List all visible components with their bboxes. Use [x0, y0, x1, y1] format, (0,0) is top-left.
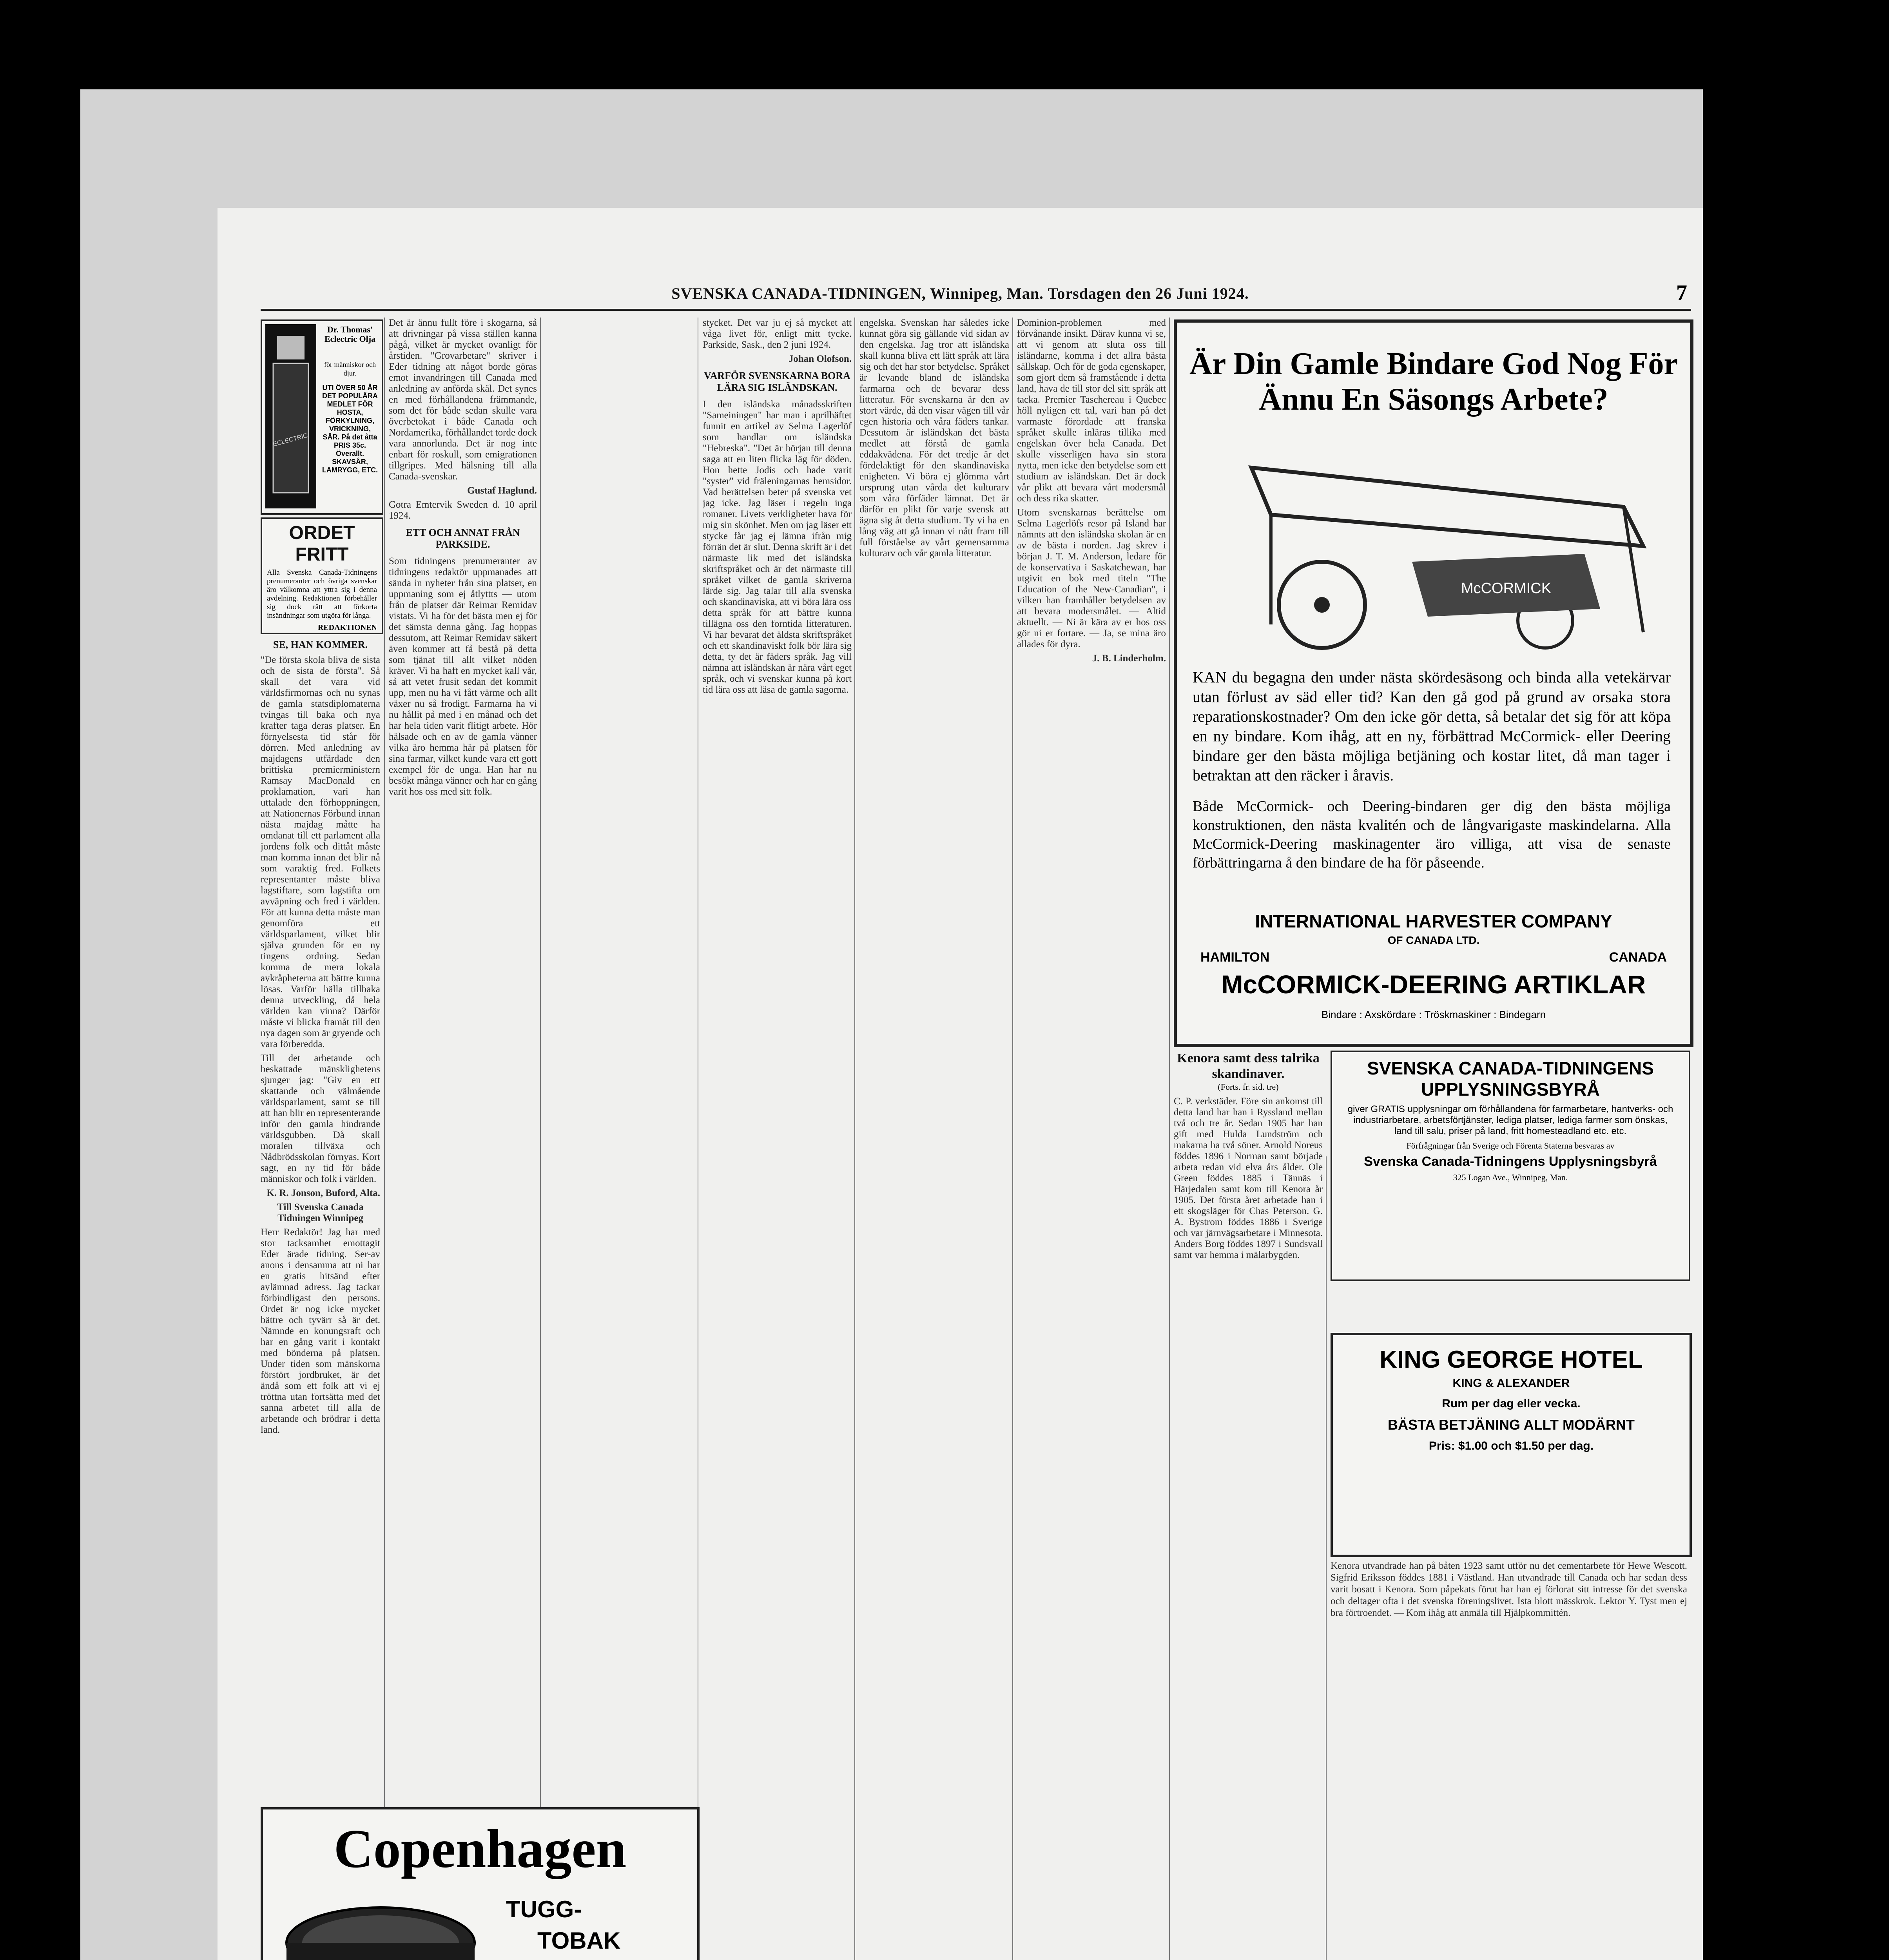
masthead: SVENSKA CANADA-TIDNINGEN, Winnipeg, Man. Torsdagen den 26 Juni 1924.	[671, 285, 1249, 302]
article-headline: VARFÖR SVENSKARNA BORA LÄRA SIG ISLÄNDSKAN.	[704, 370, 850, 393]
mccormick-body-2: Både McCormick- och Deering-bindaren ger dig den bästa möjliga konstruktionen, den nästa kvalitén och de långvarigaste maskindelarna. Alla McCormick-Deering maskinagenter äro villiga, att visa de senaste förbättringarna å den bindare de ha för påseende.	[1193, 798, 1671, 871]
ordet-fritt-signature: REDAKTIONEN	[317, 623, 377, 632]
snuff-tin-icon	[279, 1896, 482, 1960]
article-text: Kenora utvandrade han på båten 1923 samt utför nu det cementarbete för Hewe Wescott. Sigfrid Eriksson föddes 1881 i Västland. Han utvandrade till Canada och har sedan dess varit bosatt i Kenora. Som påpekats förut har han ej förlorat sitt intresse för det svenska och deltager ofta i det svenska föreningslivet. Ista blott mässkrok. Lektor Y. Tyst men ej bra förtroendet. — Kom ihåg att anmäla till Hjälpkommittén.	[1331, 1561, 1687, 1618]
article-signature: Gustaf Haglund.	[467, 485, 537, 496]
kenora-headline: Kenora samt dess talrika skandinaver.	[1177, 1051, 1320, 1081]
article-text: Utom svenskarnas berättelse om Selma Lagerlöfs resor på Island har nämnts att den isländska skolan är en av de bästa i norden. Jag skrev i början J. T. M. Anderson, ledare för de konservativa i Saskatchewan, har utgivit en bok med titeln "The Education of the New-Canadian", i vilken han framhåller betydelsen av att bevara modersmålet. — Altid aktuellt. — Ni är kära av er hos oss gör ni er fortare. — Ja, se mina äro allades för dyra.	[1017, 507, 1166, 650]
header-rule	[261, 309, 1691, 311]
page-number: 7	[1676, 281, 1687, 305]
city-right: CANADA	[1609, 950, 1667, 965]
tobak-label: TOBAK	[537, 1927, 621, 1954]
hotel-rates: Rum per dag eller vecka.	[1442, 1397, 1581, 1410]
upplysning-body: giver GRATIS upplysningar om förhållandena för farmarbetare, hantverks- och industriarbetare, arbetsförtjänster, lediga platser, lediga farmer som önskas, land till salu, priser på land, fritt homesteadland etc. etc.	[1347, 1104, 1673, 1136]
article-text: Herr Redaktör! Jag har med stor tacksamhet emottagit Eder ärade tidning. Ser-av anons i densamma att ni har en gratis hitsänd efter avlämnad adress. Jag tackar förbindligast den persons. Ordet är nog icke mycket bättre och tyvärr så är det. Nämnde en konungsraft och har en gång varit i kontakt med bönderna på platsen. Under tiden som mänskorna förstört jordbruket, är det ändå som ett folk att vi ej tröttna utan fortsätta med det sanna arbetet till alla de arbetande och brödrar i detta land.	[261, 1227, 380, 1435]
hotel-prices: Pris: $1.00 och $1.50 per dag.	[1429, 1439, 1594, 1452]
kenora-sub: (Forts. fr. sid. tre)	[1218, 1082, 1279, 1092]
column-divider	[1012, 318, 1013, 1960]
column-7	[1331, 1560, 1687, 1960]
company-name: INTERNATIONAL HARVESTER COMPANY	[1255, 911, 1612, 931]
ordet-fritt-box	[261, 517, 383, 634]
column-divider	[384, 318, 385, 1886]
column-divider	[540, 318, 541, 1886]
article-headline: ETT OCH ANNAT FRÅN PARKSIDE.	[406, 527, 520, 550]
binder-machine-icon	[1193, 436, 1671, 656]
column-6	[1174, 1051, 1323, 1960]
column-divider	[1169, 318, 1170, 1152]
oil-bottle-illustration	[265, 324, 316, 508]
article-text: Dominion-problemen med förvånande insikt. Därav kunna vi se, att vi genom att sluta oss till isländarne, komma i det allra bästa sällskap. Och för de goda egenskaper, som gjort dem så framstående i detta land, hava de till stor del sitt språk att tacka. Premier Taschereau i Quebec höll nyligen ett tal, vari han på det varmaste förordade att franska språket skulle inläras tillika med engelskan över hela Canada. Det skulle visserligen hava sin stora nytta, men icke den betydelse som ett studium av isländskan. Det är dock vår plikt att bevara vårt modersmål och dess rika skatter.	[1017, 318, 1166, 504]
article-text: stycket. Det var ju ej så mycket att våga livet för, enligt mitt tycke. Parkside, Sask., den 2 juni 1924.	[703, 318, 852, 350]
company-sub: OF CANADA LTD.	[1387, 934, 1480, 946]
upplysning-title: SVENSKA CANADA-TIDNINGENS UPPLYSNINGSBYRÅ	[1367, 1058, 1654, 1100]
column-4	[859, 318, 1009, 1960]
oil-tagline: för människor och djur.	[324, 361, 376, 377]
upplysning-ad	[1331, 1051, 1690, 1281]
hotel-title: KING GEORGE HOTEL	[1380, 1346, 1643, 1373]
column-divider	[1169, 1047, 1170, 1960]
ordet-fritt-title: ORDET FRITT	[289, 523, 355, 565]
upplysning-body2: Förfrågningar från Sverige och Förenta Staterna besvaras av	[1406, 1141, 1615, 1151]
oil-bottle-icon	[265, 324, 316, 508]
oil-brand: Dr. Thomas' Eclectric Olja	[324, 325, 376, 344]
column-2	[389, 318, 537, 1799]
article-signature: Johan Olofson.	[788, 354, 852, 364]
machine-label: McCORMICK	[1461, 580, 1552, 597]
column-1	[261, 639, 380, 1960]
article-text: Till det arbetande och beskattade mänsklighetens sjunger jag: "Giv en ett skattande och välmående världsparlament, samt se till att han blir en representerande inför den gamla hindrande världsgubben. Då skall moralen tillväxa och Nådbrödsskolan förnyas. Kort sagt, en ny tid för både människor och folk i världen.	[261, 1053, 380, 1184]
city-left: HAMILTON	[1200, 950, 1270, 965]
hotel-service: BÄSTA BETJÄNING ALLT MODÄRNT	[1388, 1417, 1635, 1433]
column-divider	[1326, 1156, 1327, 1960]
oil-body: UTI ÖVER 50 ÅR DET POPULÄRA MEDLET FÖR HOSTA, FÖRKYLNING, VRICKNING, SÅR. På det åtta PRIS 35c. Överallt. SKAVSÅR, LAMRYGG, ETC.	[322, 384, 378, 474]
article-signature: J. B. Linderholm.	[1092, 653, 1166, 664]
article-signature: K. R. Jonson, Buford, Alta.	[266, 1188, 380, 1198]
upplysning-address: 325 Logan Ave., Winnipeg, Man.	[1453, 1172, 1568, 1182]
mccormick-headline-2: Ännu En Säsongs Arbete?	[1259, 382, 1608, 417]
letter-heading: Till Svenska Canada Tidningen Winnipeg	[277, 1202, 364, 1223]
ordet-fritt-body: Alla Svenska Canada-Tidningens prenumeranter och övriga svenskar äro välkomna att yttra sig i denna avdelning. Redaktionen förbehåller sig dock rätt att förkorta insändningar som utgöra för långa.	[267, 568, 377, 620]
hotel-ad	[1331, 1333, 1692, 1557]
article-text: Det är ännu fullt före i skogarna, så att drivningar på vissa ställen kanna pågå, vilket är mycket ovanligt för årstiden. "Grovarbetare" skriver i Eder tidning att något borde göras emot invandringen till Canada med anledning av anförda skäl. Det synes en med förhållandena främmande, som det för både sedan skulle vara överbetokat i både Canada och Nordamerika, förhållandet torde dock vara annorlunda. Det är nog inte enbart för roskull, som emigrationen tillgripes. Med hälsning till alla Canada-svenskar.	[389, 318, 537, 482]
article-text: engelska. Svenskan har således icke kunnat göra sig gällande vid sidan av den engelska. Jag tror att isländska skall kunna bliva ett lätt språk att lära sig och det har stor betydelse. Språket är levande bland de isländska farmarna och de bevarar dess litteratur. För svenskarna är den av stort värde, då den visar vägen till vår egen historia och våra fäders tankar. Dessutom är isländskan det bästa medlet att förstå de gamla eddakvädena. För det tredje är det fördelaktigt för den skandinaviska enigheten. Vi böra ej glömma vårt ursprung utan vårda det kulturarv som våra förfäder lämnat. Det är därför en plikt för varje svensk att ägna sig åt detta studium. Ty vi ha en lång väg att gå innan vi nått fram till full förståelse av vårt gemensamma kulturarv och vår gamla litteratur.	[859, 318, 1009, 559]
newspaper-page	[218, 208, 1703, 1960]
product-list: Bindare : Axskördare : Tröskmaskiner : Bindegarn	[1321, 1009, 1546, 1020]
copenhagen-title: Copenhagen	[334, 1818, 627, 1879]
article-dateline: Gotra Emtervik Sweden d. 10 april 1924.	[389, 499, 537, 521]
mccormick-body-1: KAN du begagna den under nästa skördesäsong och binda alla vetekärvar utan förlust av säd eller tid? Kan den gå god på grund av orsaka stora reparationskostnader? Om den icke gör detta, så betalar det sig för att köpa en ny bindare. Kom ihåg, att en ny, förbättrad McCormick- eller Deering bindare ger den bästa möjliga betjäning och kostar litet, då man tager i betraktan att den räcker i åravis.	[1193, 668, 1671, 784]
upplysning-name: Svenska Canada-Tidningens Upplysningsbyrå	[1364, 1154, 1657, 1169]
article-text: Som tidningens prenumeranter av tidningens redaktör uppmanades att sända in nyheter från sina platser, en uppmaning som ej åtlyttts — utom från de platser där Reimar Remidav vistats. Vi ha för det bästa men ej för det sämsta denna gång. Jag hoppas dessutom, att Reimar Remidav säkert även kommer att få bestå på detta som tjänat till allt vilket nöden kräver. Vi ha haft en mycket kall vår, så att vetet frusit sedan det kommit upp, men nu ha vi fått värme och allt växer nu så frodigt. Farmarna ha vi nu hållit på med i en månad och det har hela tiden varit flitigt arbete. Hör hälsade och en av de gamla vänner vilka äro hemma här på platsen för sina farmar, vilket kunde vara ett gott exempel för de unga. Han har nu besökt många vänner och har en gång varit hos oss med sitt folk.	[389, 556, 537, 797]
mccormick-ad	[1174, 319, 1693, 1047]
article-text: I den isländska månadsskriften "Sameiningen" har man i aprilhäftet funnit en artikel av Selma Lagerlöf som handlar om isländska "Hebreska". "Det är början till denna saga att en liten flicka läg för döden. Hon hette Jodis och hade varit "syster" vid fräleningarnas hemsidor. Vad berättelsen beter på svenska vet jag icke. Jag läser i regeln inga romaner. Livets verkligheter hava för mig sin skönhet. Men om jag läser ett stycke får jag ej lämna ifrån mig förrän det är slut. Denna skrift är i det närmaste lik med det isländska skriftspråket och är det närmaste till språket vilket de gamla skriverna lärde sig. Jag talar till alla svenska och skandinaviska, att vi böra lära oss detta språk för att bättre kunna tillägna oss den forntida litteraturen. Vi har bevarat det äldsta skriftspråket och ett skandinaviskt folk bör lära sig detta, ty det är fäders språk. Jag vill nämna att isländskan är nära vårt eget språk, och vi svenskar kunna på kort tid lära oss att läsa de gamla sagorna.	[703, 399, 852, 695]
mccormick-headline-1: Är Din Gamle Bindare God Nog För	[1189, 347, 1678, 381]
brand-line: McCORMICK-DEERING ARTIKLAR	[1221, 970, 1646, 999]
article-text: C. P. verkstäder. Före sin ankomst till detta land har han i Ryssland mellan två och tre år. Sedan 1905 har han gift med Hulda Lundström och makarna ha två söner. Arnold Noreus föddes 1896 i Norman samt började arbeta redan vid elva års ålder. Ole Green föddes 1885 i Tännäs i Härjedalen samt kom till Kenora år 1905. Det första året arbetade han i ett skogsläger för Chas Peterson. G. A. Bystrom föddes 1886 i Sverige och var järnvägsarbetare i Minnesota. Anders Borg föddes 1897 i Sundsvall samt var hemma i mälarbygden.	[1174, 1096, 1323, 1260]
column-divider	[854, 318, 855, 1960]
copenhagen-ad	[261, 1807, 700, 1960]
article-text: "De första skola bliva de sista och de sista de första". Så skall det vara vid världsfirmornas och nu synas de gamla statsdiplomaterna tvingas till baka och nya krafter taga deras platser. En förnyelsesta tid står för dörren. Med anledning av majdagens utfärdade den brittiska premierministern Ramsay MacDonald en proklamation, vari han uttalade den förhoppningen, att Nationernas Förbund innan nästa majdag måtte ha omdanat till ett parlament alla jordens folk och dittåt måste man komma innan det blir nå som varaktig fred. Folkets representanter måste bliva lagstiftare, som lagstifta om avväpning och fred i världen. För att kunna detta måste man genomföra ett världsparlament, vilket blir själva grunden för en ny tingens ordning. Sedan komma de mera lokala avkråpheterna att bättre kunna lösas. Varför hälla tillbaka denna utveckling, då hela världen kan vinna? Därför måste vi blicka framåt till den nya dagen som är gryende och vara förberedda.	[261, 655, 380, 1049]
hotel-address: KING & ALEXANDER	[1452, 1377, 1570, 1390]
eclectric-oil-ad	[261, 319, 383, 515]
column-5	[1017, 318, 1166, 1960]
column-3	[703, 318, 852, 1960]
article-headline: SE, HAN KOMMER.	[273, 639, 368, 650]
svg-text:ECLECTRIC: ECLECTRIC	[272, 432, 308, 448]
tugg-label: TUGG-	[506, 1896, 582, 1922]
